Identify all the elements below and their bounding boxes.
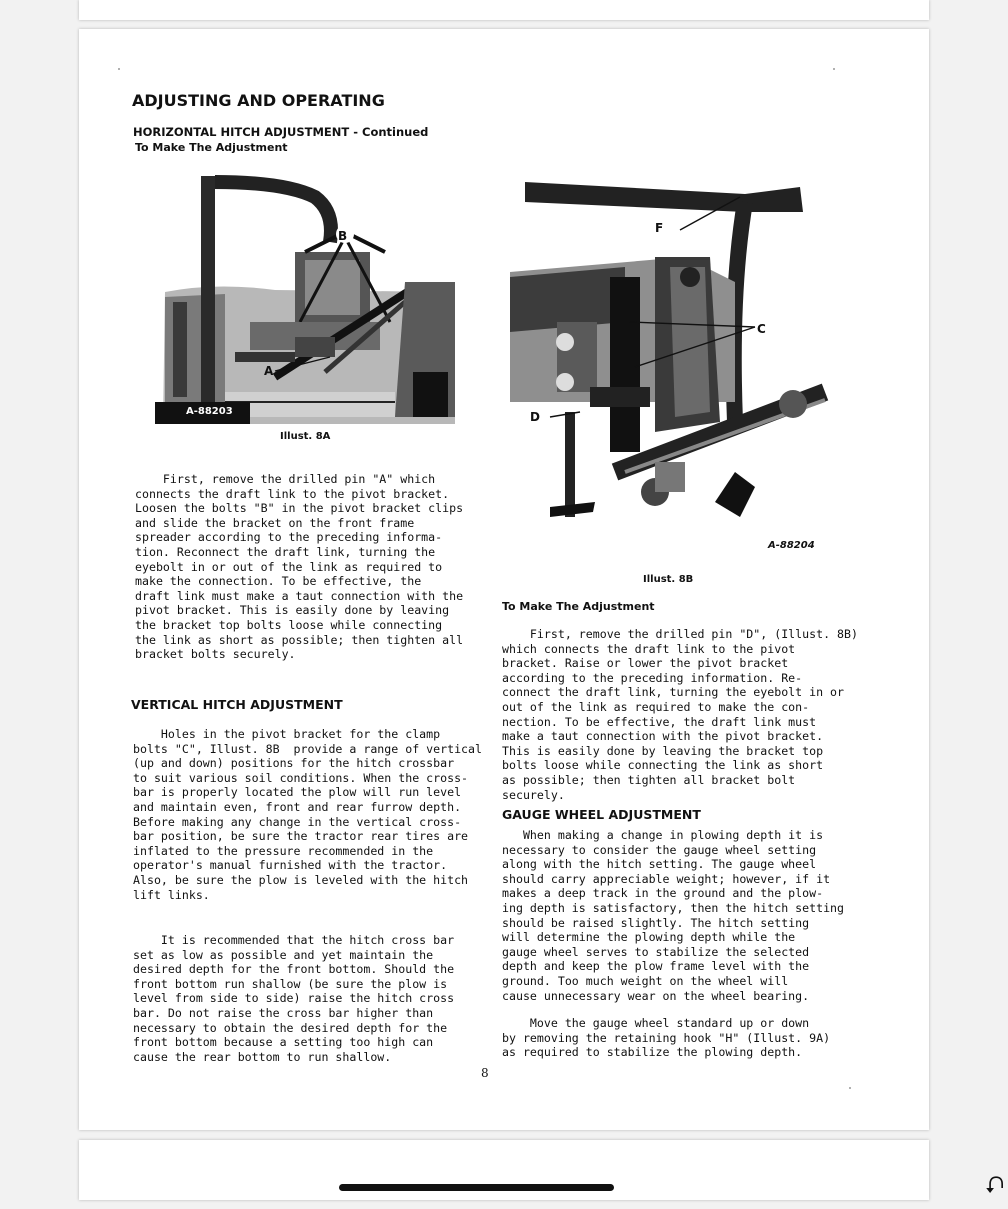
vertical-adjust-paragraph: First, remove the drilled pin "D", (Illust. 8B) which connects the draft link to the pivot bracket. Raise or lower the pivot bracket according to the preceding information. Re- connect the draft link, turning the eyebolt in or out of the link as required to make the con- nection. To be effective, the draft link must make a taut connection with the pivot bracket. This is easily done by leaving the bracket top bolts loose while connecting the link as short as possible; then tighten all bracket bolt securely.	[502, 627, 858, 802]
callout-b: B	[338, 229, 348, 243]
illustration-8b-caption: Illust. 8B	[643, 574, 694, 585]
callout-c: C	[757, 322, 766, 336]
gauge-wheel-heading: GAUGE WHEEL ADJUSTMENT	[502, 807, 701, 822]
illustration-8b-photo	[505, 172, 835, 522]
vertical-hitch-paragraph-2: It is recommended that the hitch cross bar set as low as possible and yet maintain the desired depth for the front bottom. Should the front bottom run shallow (be sure the plow is level from side to side) raise the hitch cross bar. Do not raise the cross bar higher than necessary to obtain the desired depth for the front bottom because a setting too high can cause the rear bottom to run shallow.	[133, 933, 455, 1064]
next-page-edge	[79, 1140, 929, 1200]
callout-a: A	[264, 364, 274, 378]
previous-page-edge	[79, 0, 929, 20]
page-number: 8	[481, 1066, 489, 1080]
vertical-hitch-paragraph-1: Holes in the pivot bracket for the clamp bolts "C", Illust. 8B provide a range of vertical (up and down) positions for the hitch crossbar to suit various soil conditions. When the cross- bar is properly located the plow will run level and maintain even, front and rear furrow depth. Before making any change in the vertical cross- bar position, be sure the tractor rear tires are inflated to the pressure recommended in the operator's manual furnished with the tractor. Also, be sure the plow is leveled with the hitch lift links.	[133, 727, 483, 902]
page-heading: ADJUSTING AND OPERATING	[132, 91, 385, 110]
illustration-8a-code: A-88203	[186, 406, 233, 417]
right-subheading: To Make The Adjustment	[502, 600, 655, 613]
section-subheading: HORIZONTAL HITCH ADJUSTMENT - Continued	[133, 125, 429, 139]
gauge-wheel-paragraph-1: When making a change in plowing depth it is necessary to consider the gauge wheel setting along with the hitch setting. The gauge wheel should carry appreciable weight; however, if it makes a deep track in the ground and the plow- ing depth is satisfactory, then the hitch setting should be raised slightly. The hitch setting will determine the plowing depth while the gauge wheel serves to stabilize the selected depth and keep the plow frame level with the ground. Too much weight on the wheel will cause unnecessary wear on the wheel bearing.	[502, 828, 845, 1003]
home-indicator[interactable]	[339, 1184, 614, 1191]
scan-speck	[849, 1087, 851, 1089]
illustration-8a-caption: Illust. 8A	[280, 431, 331, 442]
horizontal-hitch-paragraph: First, remove the drilled pin "A" which connects the draft link to the pivot bracket. Loosen the bolts "B" in the pivot bracket clips and slide the bracket on the front frame spreader according to the preceding informa- tion. Reconnect the draft link, turning the eyebolt in or out of the link as required to make the connection. To be effective, the draft link must make a taut connection with the pivot bracket. This is easily done by leaving the bracket top bolts loose while connecting the link as short as possible; then tighten all bracket bolts securely.	[135, 472, 464, 662]
scan-speck	[833, 68, 835, 70]
callout-f: F	[655, 221, 664, 235]
section-subheading-2: To Make The Adjustment	[135, 141, 288, 154]
page-curl-icon[interactable]: ⮏	[985, 1171, 1005, 1199]
illustration-8a-photo	[155, 172, 465, 424]
vertical-hitch-heading: VERTICAL HITCH ADJUSTMENT	[131, 697, 343, 712]
gauge-wheel-paragraph-2: Move the gauge wheel standard up or down by removing the retaining hook "H" (Illust. 9A) as required to stabilize the plowing depth.	[502, 1016, 831, 1060]
scan-speck	[118, 68, 120, 70]
callout-d: D	[530, 410, 540, 424]
illustration-8b-code: A-88204	[768, 540, 815, 551]
